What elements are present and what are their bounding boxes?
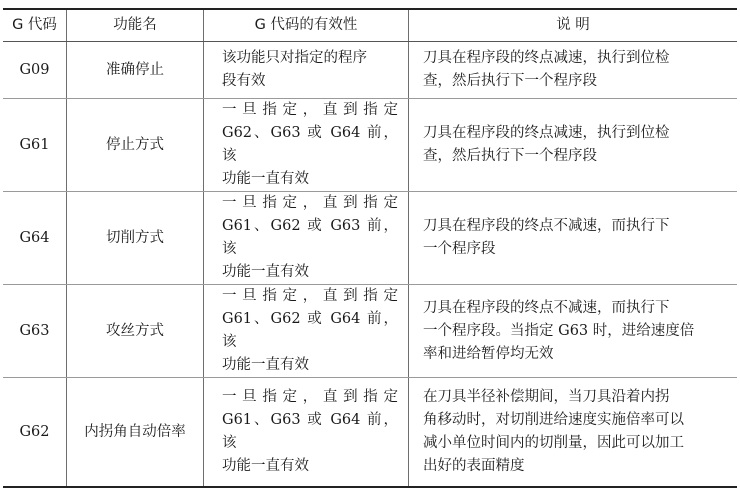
header-description: 说 明 (409, 9, 738, 42)
description-line: 率和进给暂停均无效 (423, 345, 554, 362)
cell-validity (204, 99, 409, 192)
cell-g-code: G62 (3, 378, 67, 488)
description-line: 出好的表面精度 (423, 458, 525, 474)
validity-line: G61、G62 或 G64 前， 该 (222, 311, 398, 350)
validity-line: G61、G63 或 G64 前， 该 (222, 412, 398, 451)
cell-validity (204, 42, 409, 99)
validity-line: 该功能只对指定的程序 (222, 50, 367, 66)
validity-line: 一旦指定，直到指定 (222, 288, 398, 304)
description-line: 一个程序段。当指定 G63 时，进给速度倍 (423, 322, 695, 339)
validity-line: 功能一直有效 (222, 458, 309, 474)
description-line: 在刀具半径补偿期间，当刀具沿着内拐 (423, 389, 670, 405)
description-line: 刀具在程序段的终点减速，执行到位检 (423, 50, 670, 66)
validity-line: 一旦指定，直到指定 (222, 195, 398, 211)
cell-function-name: 切削方式 (67, 192, 204, 285)
description-line: 查，然后执行下一个程序段 (423, 73, 597, 89)
table-row (3, 99, 737, 192)
cell-g-code: G63 (3, 285, 67, 378)
cell-function-name: 内拐角自动倍率 (67, 378, 204, 488)
table-row (3, 378, 737, 488)
cell-function-name: 准确停止 (67, 42, 204, 99)
header-g-code: G 代码 (3, 9, 67, 42)
description-line: 刀具在程序段的终点减速，执行到位检 (423, 125, 670, 141)
cell-description (409, 42, 738, 99)
cell-validity (204, 192, 409, 285)
validity-line: G62、G63 或 G64 前， 该 (222, 125, 398, 164)
cell-g-code: G64 (3, 192, 67, 285)
validity-line: 功能一直有效 (222, 171, 309, 187)
cell-description (409, 192, 738, 285)
cell-description (409, 285, 738, 378)
header-function-name: 功能名 (67, 9, 204, 42)
cell-function-name: 攻丝方式 (67, 285, 204, 378)
description-line: 一个程序段 (423, 241, 496, 257)
cell-description (409, 99, 738, 192)
description-line: 查，然后执行下一个程序段 (423, 148, 597, 164)
description-line: 角移动时，对切削进给速度实施倍率可以 (423, 412, 684, 428)
validity-line: 功能一直有效 (222, 357, 309, 373)
validity-line: 段有效 (222, 73, 266, 89)
validity-line: G61、G62 或 G63 前， 该 (222, 218, 398, 257)
description-line: 刀具在程序段的终点不减速，而执行下 (423, 218, 670, 234)
header-validity: G 代码的有效性 (204, 9, 409, 42)
validity-line: 一旦指定，直到指定 (222, 102, 398, 118)
validity-line: 一旦指定，直到指定 (222, 389, 398, 405)
validity-line: 功能一直有效 (222, 264, 309, 280)
description-line: 刀具在程序段的终点不减速，而执行下 (423, 299, 670, 316)
cell-validity (204, 378, 409, 488)
cell-g-code: G09 (3, 42, 67, 99)
description-line: 减小单位时间内的切削量，因此可以加工 (423, 435, 684, 451)
table-row (3, 42, 737, 99)
cell-validity (204, 285, 409, 378)
table-header-row (3, 9, 737, 42)
cell-g-code: G61 (3, 99, 67, 192)
cell-description (409, 378, 738, 488)
table-row (3, 192, 737, 285)
cell-function-name: 停止方式 (67, 99, 204, 192)
g-code-table (3, 8, 737, 488)
table-row (3, 285, 737, 378)
